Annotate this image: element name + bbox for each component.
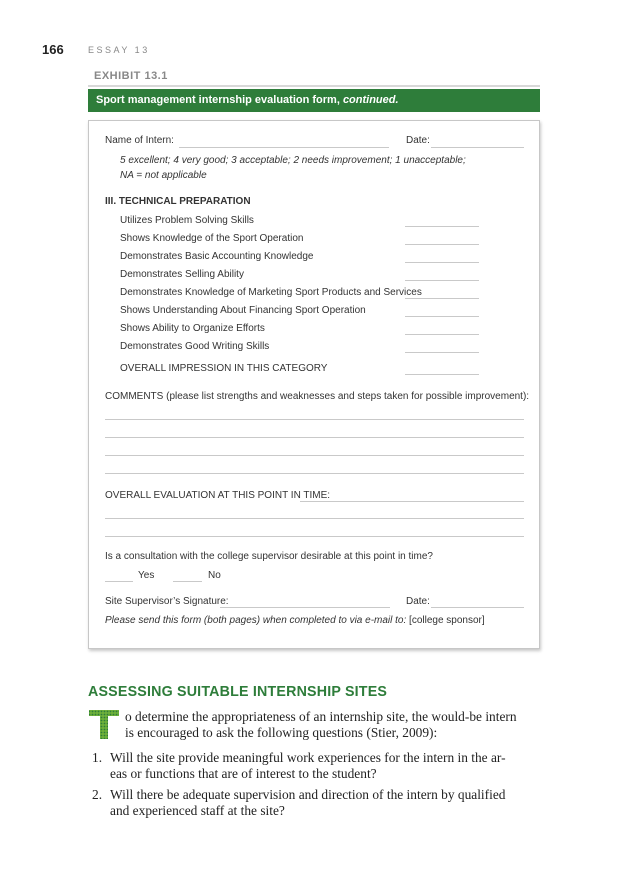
criterion-rating-field[interactable] [405,244,479,245]
no-label: No [208,570,221,581]
overall-evaluation-line[interactable] [105,536,524,537]
comments-line[interactable] [105,419,524,420]
signature-date-label: Date: [406,596,430,607]
evaluation-form [88,120,540,649]
criterion-rating-field[interactable] [405,352,479,353]
exhibit-caption-emphasis: continued. [342,94,399,106]
date-field[interactable] [431,147,524,148]
criterion-label: Demonstrates Knowledge of Marketing Sport Products and Services [120,287,422,298]
criterion-rating-field[interactable] [405,226,479,227]
comments-line[interactable] [105,473,524,474]
intern-name-label: Name of Intern: [105,135,174,146]
signature-label: Site Supervisor’s Signature: [105,596,229,607]
no-checkbox-line[interactable] [173,581,202,582]
exhibit-caption [96,94,399,106]
rating-scale-na: NA = not applicable [120,170,207,181]
criterion-rating-field[interactable] [405,298,479,299]
section-heading: ASSESSING SUITABLE INTERNSHIP SITES [88,683,388,700]
criterion-rating-field[interactable] [405,280,479,281]
list-number: 2. [92,787,103,802]
overall-evaluation-line[interactable] [105,518,524,519]
yes-label: Yes [138,570,155,581]
date-label: Date: [406,135,430,146]
criterion-label: Demonstrates Basic Accounting Knowledge [120,251,314,262]
criterion-label: Demonstrates Selling Ability [120,269,244,280]
running-title: ESSAY 13 [88,45,150,55]
list-item-line: Will the site provide meaningful work experiences for the intern in the ar- [110,750,506,765]
criterion-label: Shows Ability to Organize Efforts [120,323,265,334]
section-title: III. TECHNICAL PREPARATION [105,196,251,207]
list-item-line: eas or functions that are of interest to the student? [110,766,377,781]
consultation-question: Is a consultation with the college supervisor desirable at this point in time? [105,551,433,562]
send-note: Please send this form (both pages) when completed to via e-mail to: [105,615,407,626]
overall-evaluation-label: OVERALL EVALUATION AT THIS POINT IN TIME: [105,490,331,501]
list-item-line: Will there be adequate supervision and direction of the intern by qualified [110,787,506,802]
list-item-line: and experienced staff at the site? [110,803,285,818]
overall-evaluation-field[interactable] [300,501,524,502]
dropcap-t-icon [88,710,120,739]
exhibit-rule [88,85,540,87]
yes-checkbox-line[interactable] [105,581,133,582]
comments-label: COMMENTS (please list strengths and weaknesses and steps taken for possible improvement): [105,391,530,402]
rating-scale: 5 excellent; 4 very good; 3 acceptable; 2 needs improvement; 1 unacceptable; [120,155,466,166]
comments-line[interactable] [105,455,524,456]
criterion-label: Utilizes Problem Solving Skills [120,215,254,226]
list-number: 1. [92,750,103,765]
page-number: 166 [42,42,64,57]
criterion-label: Shows Knowledge of the Sport Operation [120,233,304,244]
exhibit-caption-main: Sport management internship evaluation form, [96,94,340,106]
signature-field[interactable] [220,607,390,608]
overall-impression-label: OVERALL IMPRESSION IN THIS CATEGORY [120,363,328,374]
intro-line: is encouraged to ask the following questions (Stier, 2009): [125,725,438,740]
send-instructions [105,615,485,626]
send-target: [college sponsor] [409,615,485,626]
criterion-label: Shows Understanding About Financing Sport Operation [120,305,366,316]
overall-impression-field[interactable] [405,374,479,375]
comments-line[interactable] [105,437,524,438]
criterion-rating-field[interactable] [405,334,479,335]
exhibit-banner [88,89,540,112]
criterion-rating-field[interactable] [405,262,479,263]
criterion-label: Demonstrates Good Writing Skills [120,341,270,352]
signature-date-field[interactable] [431,607,524,608]
intro-line: o determine the appropriateness of an internship site, the would-be intern [125,709,517,724]
exhibit-label: EXHIBIT 13.1 [94,70,168,82]
intern-name-field[interactable] [179,147,389,148]
criterion-rating-field[interactable] [405,316,479,317]
